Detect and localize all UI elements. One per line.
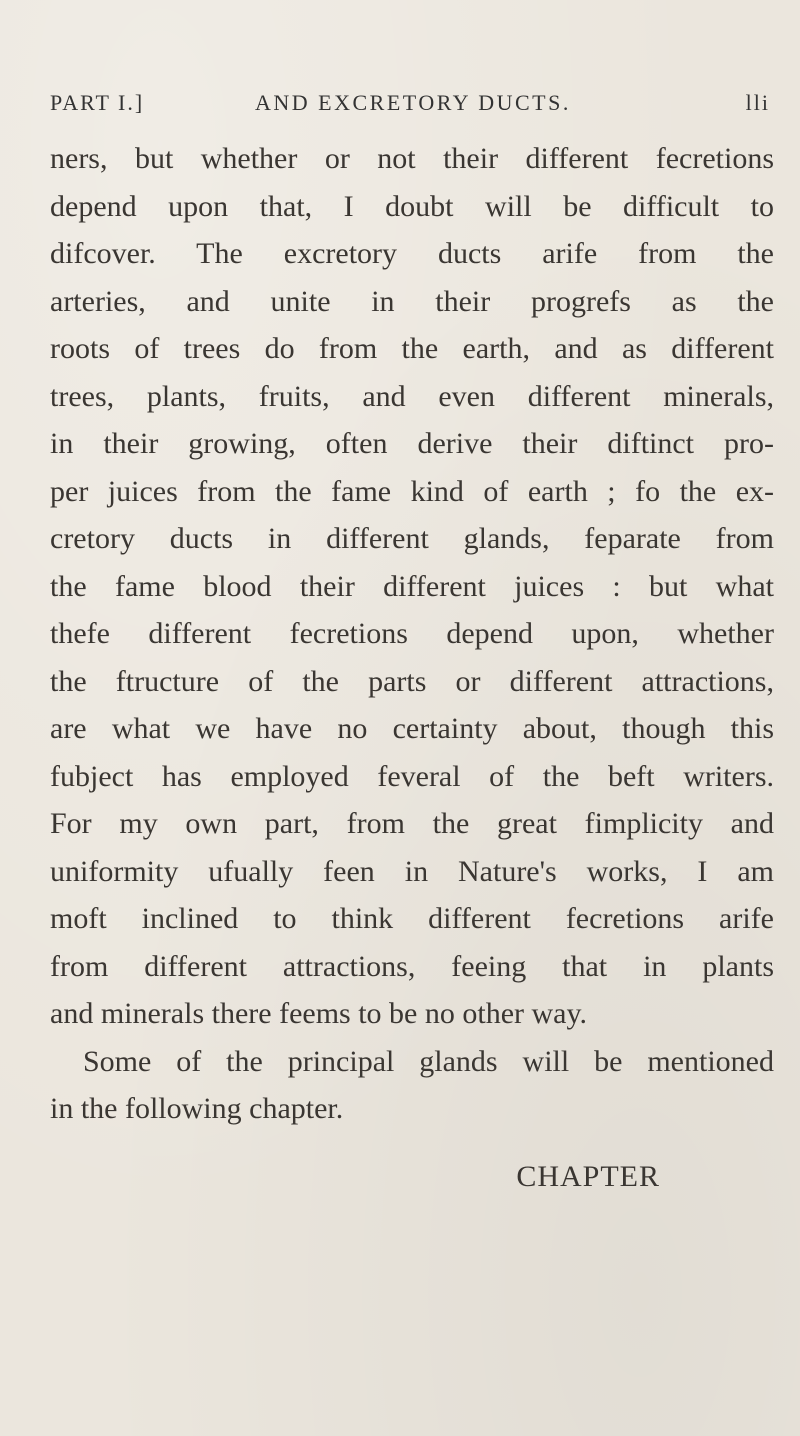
running-header — [50, 90, 770, 130]
text-line: difcover. The excretory ducts arife from the — [50, 237, 774, 270]
text-line: fubject has employed feveral of the beft writers. — [50, 759, 774, 793]
text-line: ners, but whether or not their different fecretions — [50, 142, 774, 175]
text-line: from different attractions, feeing that in plants — [50, 949, 774, 983]
text-line: moft inclined to think different fecretions arife — [50, 902, 774, 935]
text-line: the ftructure of the parts or different attractions, — [50, 664, 774, 698]
text-line: and minerals there feems to be no other way. — [50, 997, 588, 1030]
text-line: arteries, and unite in their progrefs as the — [50, 284, 774, 318]
page-number: lli — [745, 90, 770, 115]
text-line: roots of trees do from the earth, and as different — [50, 332, 774, 365]
text-line: trees, plants, fruits, and even different minerals, — [50, 379, 774, 413]
text-line: per juices from the fame kind of earth ; fo the ex- — [50, 474, 774, 508]
text-line: uniformity ufually feen in Nature's works, I am — [50, 854, 774, 888]
catchword: CHAPTER — [516, 1160, 660, 1193]
text-line: the fame blood their different juices : but what — [50, 569, 774, 603]
text-line: thefe different fecretions depend upon, whether — [50, 617, 774, 650]
text-line: depend upon that, I doubt will be difficult to — [50, 189, 774, 223]
text-line: are what we have no certainty about, though this — [50, 712, 774, 745]
header-part-label: PART I.] — [50, 90, 145, 115]
body-text — [50, 135, 774, 1133]
text-line: cretory ducts in different glands, feparate from — [50, 522, 774, 555]
text-line: Some of the principal glands will be mentioned — [83, 1044, 774, 1078]
text-line: For my own part, from the great fimplicity and — [50, 807, 774, 840]
text-line: in the following chapter. — [50, 1092, 344, 1125]
header-title: AND EXCRETORY DUCTS. — [255, 90, 571, 115]
text-line: in their growing, often derive their diftinct pro- — [50, 427, 774, 460]
